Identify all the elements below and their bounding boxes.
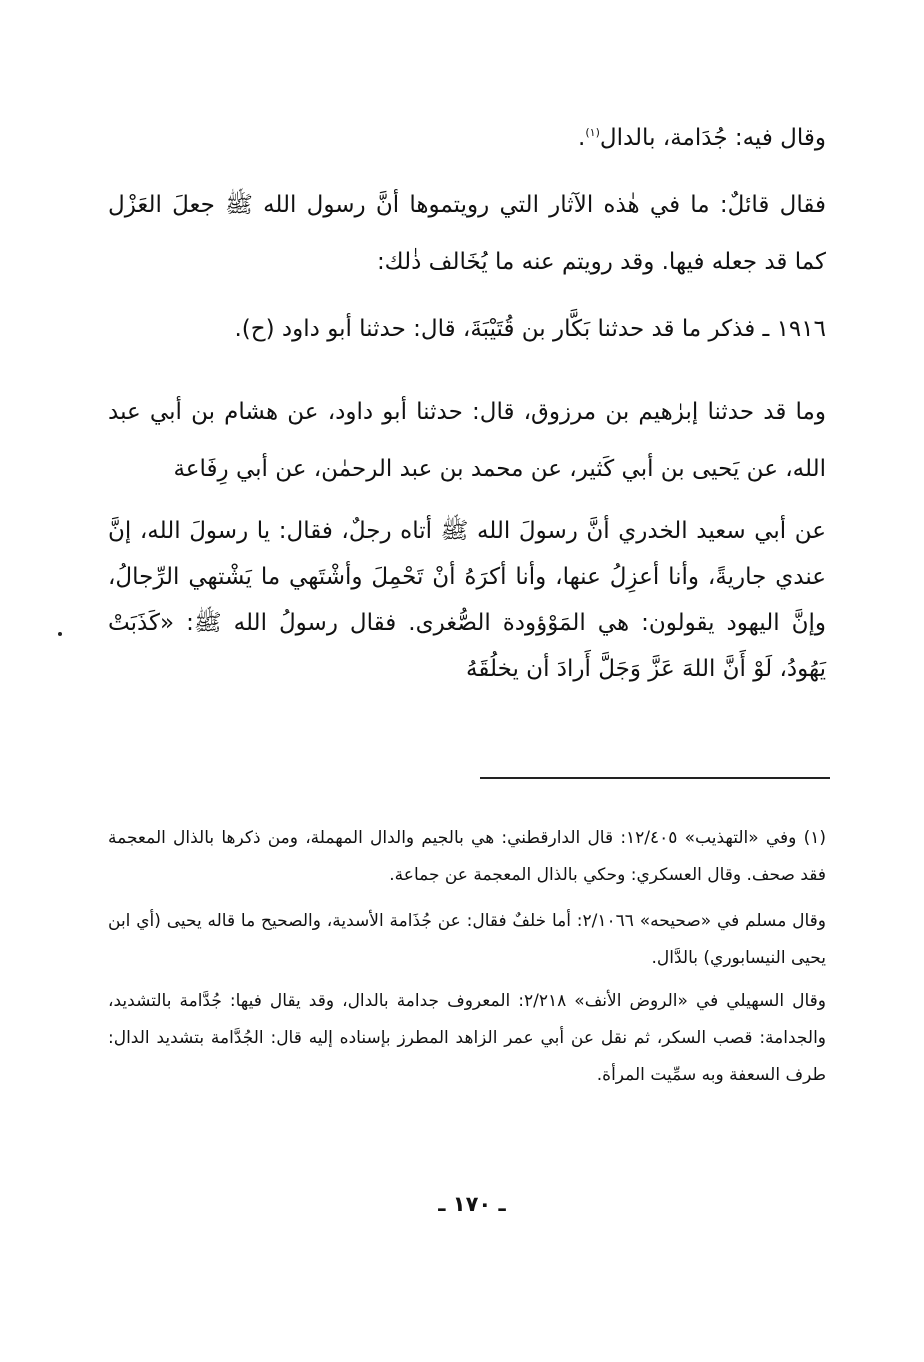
paragraph-matn: عن أبي سعيد الخدري أنَّ رسولَ الله ﷺ أتاه رجلٌ، فقال: يا رسولَ الله، إنَّ عندي جاريةً، وأنا أعزِلُ عنها، وأنا أكرَهُ أنْ تَحْمِلَ وأشْتَهي ما يَشْتهي الرِّجالُ، وإنَّ اليهود يقولون: هي المَوْؤودة الصُّغرى. فقال رسولُ الله ﷺ: «كَذَبَتْ يَهُودُ، لَوْ أَنَّ اللهَ عَزَّ وَجَلَّ أَرادَ أن يخلُقَهُ	[108, 518, 826, 682]
footnote-1-muslim: وقال مسلم في «صحيحه» ٢/١٠٦٦: أما خلفٌ فقال: عن جُذَامة الأسدية، والصحيح ما قاله يحيى (أي ابن يحيى النيسابوري) بالدَّال.	[108, 911, 826, 968]
footnote-separator	[480, 777, 830, 779]
page-number: ـ ١٧٠ ـ	[438, 1192, 506, 1216]
paragraph-isnad: وما قد حدثنا إبرٰهيم بن مرزوق، قال: حدثنا أبو داود، عن هشام بن أبي عبد الله، عن يَحيى بن أبي كَثير، عن محمد بن عبد الرحمٰن، عن أبي رِفَاعة	[108, 399, 826, 482]
paragraph-2: فقال قائلٌ: ما في هٰذه الآثار التي رويتموها أنَّ رسول الله ﷺ جعلَ العَزْل كما قد جعله فيها. وقد رويتم عنه ما يُخَالف ذٰلك:	[108, 192, 826, 275]
footnote-1: (١) وفي «التهذيب» ١٢/٤٠٥: قال الدارقطني: هي بالجيم والدال المهملة، ومن ذكرها بالذال المعجمة فقد صحف. وقال العسكري: وحكي بالذال المعجمة عن جماعة.	[108, 828, 826, 885]
paragraph-1	[108, 104, 826, 167]
margin-dot	[58, 632, 62, 636]
footnote-1-suhayli: وقال السهيلي في «الروض الأنف» ٢/٢١٨: المعروف جدامة بالدال، وقد يقال فيها: جُدَّامة بالتشديد، والجدامة: قصب السكر، ثم نقل عن أبي عمر الزاهد المطرز بإسناده إليه قال: الجُدَّامة بتشديد الدال: طرف السعفة وبه سمِّيت المرأة.	[108, 991, 826, 1085]
footnotes	[108, 820, 826, 1094]
paragraph-1-text: وقال فيه: جُدَامة، بالدال	[599, 125, 826, 151]
paragraph-1-end: .	[578, 125, 586, 151]
main-text	[108, 104, 826, 692]
footnote-ref-1: (١)	[585, 126, 600, 139]
paragraph-hadith-1916: ١٩١٦ ـ فذكر ما قد حدثنا بَكَّار بن قُتَيْبَةَ، قال: حدثنا أبو داود (ح).	[234, 316, 826, 342]
